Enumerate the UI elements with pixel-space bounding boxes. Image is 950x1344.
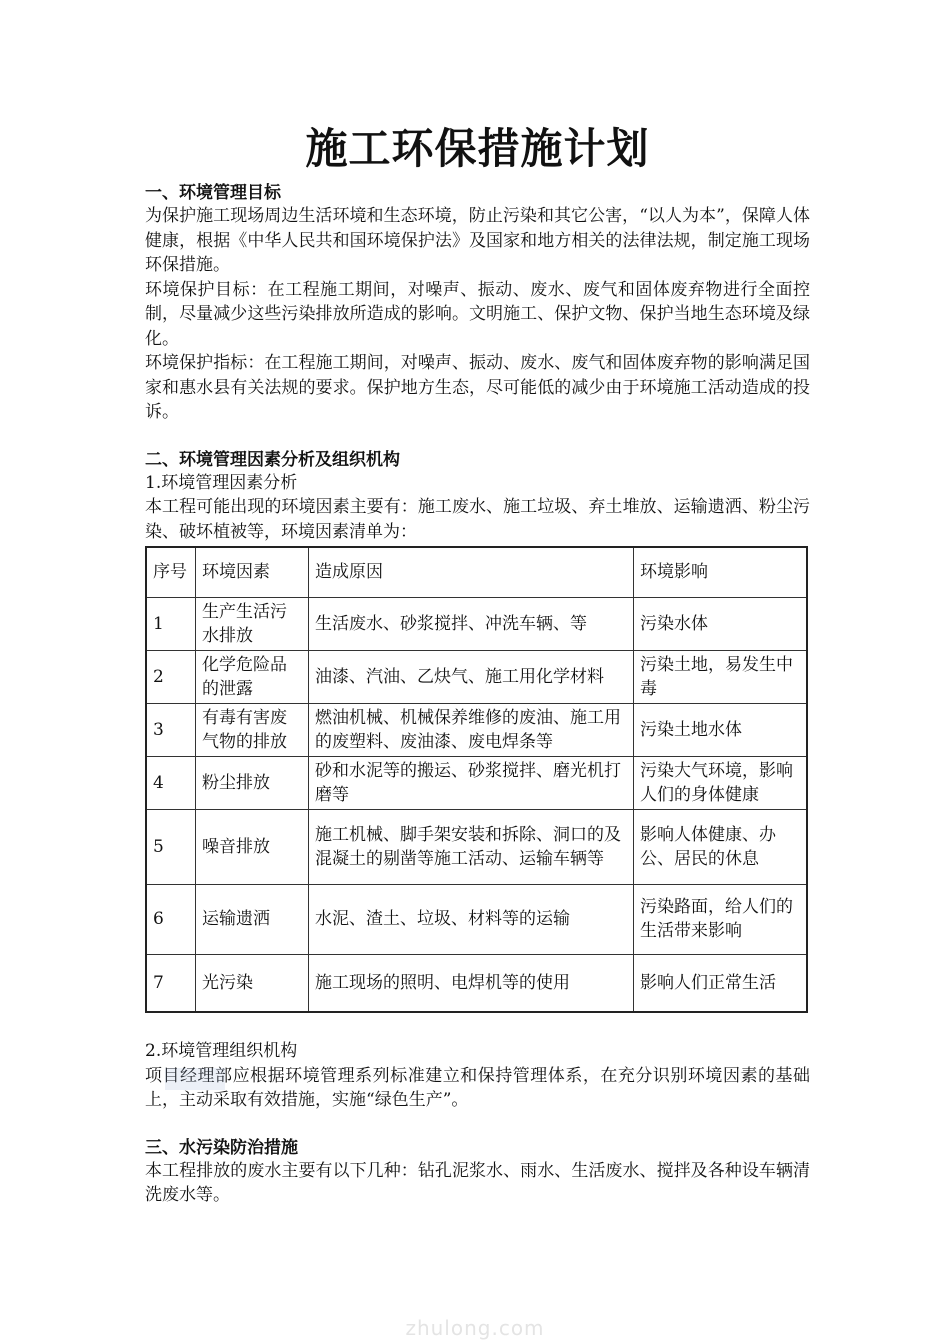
row-no: 5 — [146, 809, 196, 884]
table-row — [146, 650, 807, 703]
section-1-paragraph-2: 环境保护目标：在工程施工期间，对噪声、振动、废水、废气和固体废弃物进行全面控制，尽量减少这些污染排放所造成的影响。文明施工、保护文物、保护当地生态环境及绿化。 — [145, 279, 810, 349]
section-1-paragraph-1: 为保护施工现场周边生活环境和生态环境，防止污染和其它公害，“以人为本”，保障人体健康，根据《中华人民共和国环境保护法》及国家和地方相关的法律法规，制定施工现场环保措施。 — [145, 206, 810, 275]
row-impact: 污染路面，给人们的生活带来影响 — [634, 884, 808, 954]
row-cause: 燃油机械、机械保养维修的废油、施工用的废塑料、废油漆、废电焊条等 — [309, 703, 634, 756]
row-impact: 污染水体 — [634, 597, 808, 650]
table-row — [146, 597, 807, 650]
row-factor: 化学危险品的泄露 — [196, 650, 309, 703]
section-3-paragraph: 本工程排放的废水主要有以下几种：钻孔泥浆水、雨水、生活废水、搅拌及各种设车辆清洗废水等。 — [145, 1160, 810, 1205]
section-spacer — [145, 1013, 810, 1039]
table-row — [146, 809, 807, 884]
section-spacer — [145, 1113, 810, 1137]
section-1-paragraph-3: 环境保护指标：在工程施工期间，对噪声、振动、废水、废气和固体废弃物的影响满足国家和惠水县有关法规的要求。保护地方生态，尽可能低的减少由于环境施工活动造成的投诉。 — [145, 353, 810, 422]
header-cell-factor: 环境因素 — [196, 547, 309, 597]
header-cell-no: 序号 — [146, 547, 196, 597]
row-cause: 施工现场的照明、电焊机等的使用 — [309, 954, 634, 1012]
section-1-heading: 一、环境管理目标 — [145, 183, 281, 203]
row-factor: 粉尘排放 — [196, 756, 309, 809]
row-no: 4 — [146, 756, 196, 809]
section-3-heading: 三、水污染防治措施 — [145, 1137, 298, 1158]
section-spacer — [145, 425, 810, 449]
row-cause: 油漆、汽油、乙炔气、施工用化学材料 — [309, 650, 634, 703]
row-no: 7 — [146, 954, 196, 1012]
row-no: 3 — [146, 703, 196, 756]
row-impact: 影响人体健康、办公、居民的休息 — [634, 809, 808, 884]
row-no: 1 — [146, 597, 196, 650]
row-factor: 运输遗洒 — [196, 884, 309, 954]
row-cause: 施工机械、脚手架安装和拆除、洞口的及混凝土的剔凿等施工活动、运输车辆等 — [309, 809, 634, 884]
row-cause: 砂和水泥等的搬运、砂浆搅拌、磨光机打磨等 — [309, 756, 634, 809]
table-row — [146, 756, 807, 809]
row-impact: 污染土地水体 — [634, 703, 808, 756]
row-impact: 污染土地，易发生中毒 — [634, 650, 808, 703]
row-factor: 光污染 — [196, 954, 309, 1012]
environment-factors-table — [145, 546, 808, 1013]
section-2-heading: 二、环境管理因素分析及组织机构 — [145, 449, 400, 470]
watermark-text: zhulong.com — [405, 1316, 545, 1340]
header-cell-cause: 造成原因 — [309, 547, 634, 597]
subsection-2-2-title: 2.环境管理组织机构 — [145, 1041, 298, 1061]
section-2-intro: 本工程可能出现的环境因素主要有：施工废水、施工垃圾、弃土堆放、运输遗洒、粉尘污染、破坏植被等，环境因素清单为： — [145, 497, 810, 542]
subsection-2-1-title: 1.环境管理因素分析 — [145, 472, 298, 493]
section-2-paragraph: 项目经理部应根据环境管理系列标准建立和保持管理体系，在充分识别环境因素的基础上，主动采取有效措施，实施“绿色生产”。 — [145, 1065, 810, 1110]
row-impact: 污染大气环境，影响人们的身体健康 — [634, 756, 808, 809]
row-factor: 生产生活污水排放 — [196, 597, 309, 650]
table-row — [146, 954, 807, 1012]
row-cause: 生活废水、砂浆搅拌、冲洗车辆、等 — [309, 597, 634, 650]
table-row — [146, 884, 807, 954]
table-header-row — [146, 547, 807, 597]
row-no: 2 — [146, 650, 196, 703]
row-factor: 噪音排放 — [196, 809, 309, 884]
document-page — [145, 118, 810, 1208]
table-row — [146, 703, 807, 756]
header-cell-impact: 环境影响 — [634, 547, 808, 597]
row-cause: 水泥、渣土、垃圾、材料等的运输 — [309, 884, 634, 954]
document-title: 施工环保措施计划 — [305, 124, 650, 173]
row-impact: 影响人们正常生活 — [634, 954, 808, 1012]
row-no: 6 — [146, 884, 196, 954]
row-factor: 有毒有害废气物的排放 — [196, 703, 309, 756]
